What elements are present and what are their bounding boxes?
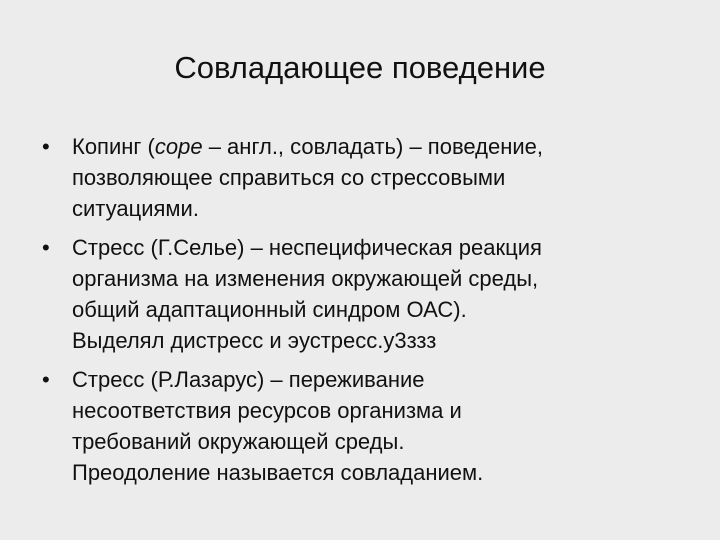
bullet-line <box>72 131 700 162</box>
bullet-line: ситуациями. <box>72 196 199 221</box>
bullet-list <box>40 131 700 496</box>
bullet-line: несоответствия ресурсов организма и <box>72 398 462 423</box>
bullet-line: организма на изменения окружающей среды, <box>72 266 539 291</box>
bullet-marker: • <box>42 134 50 159</box>
italic-term: cope <box>154 134 203 159</box>
bullet-line: Преодоление называется совладанием. <box>72 460 484 485</box>
bullet-item-selye <box>40 232 700 356</box>
bullet-marker: • <box>42 235 50 260</box>
bullet-item-coping <box>40 131 700 224</box>
bullet-line: требований окружающей среды. <box>72 429 405 454</box>
bullet-line: Стресс (Г.Селье) – неспецифическая реакция <box>72 235 542 260</box>
bullet-item-lazarus <box>40 364 700 488</box>
bullet-marker: • <box>42 367 50 392</box>
bullet-text: Копинг ( <box>72 134 155 159</box>
bullet-line: общий адаптационный синдром ОАС). <box>72 297 467 322</box>
bullet-line: Выделял дистресс и эустресс.у3ззз <box>72 328 437 353</box>
bullet-line: позволяющее справиться со стрессовыми <box>72 165 506 190</box>
bullet-line: Стресс (Р.Лазарус) – переживание <box>72 367 425 392</box>
slide-title: Совладающее поведение <box>174 50 546 85</box>
bullet-text: – англ., совладать) – поведение, <box>202 134 544 159</box>
